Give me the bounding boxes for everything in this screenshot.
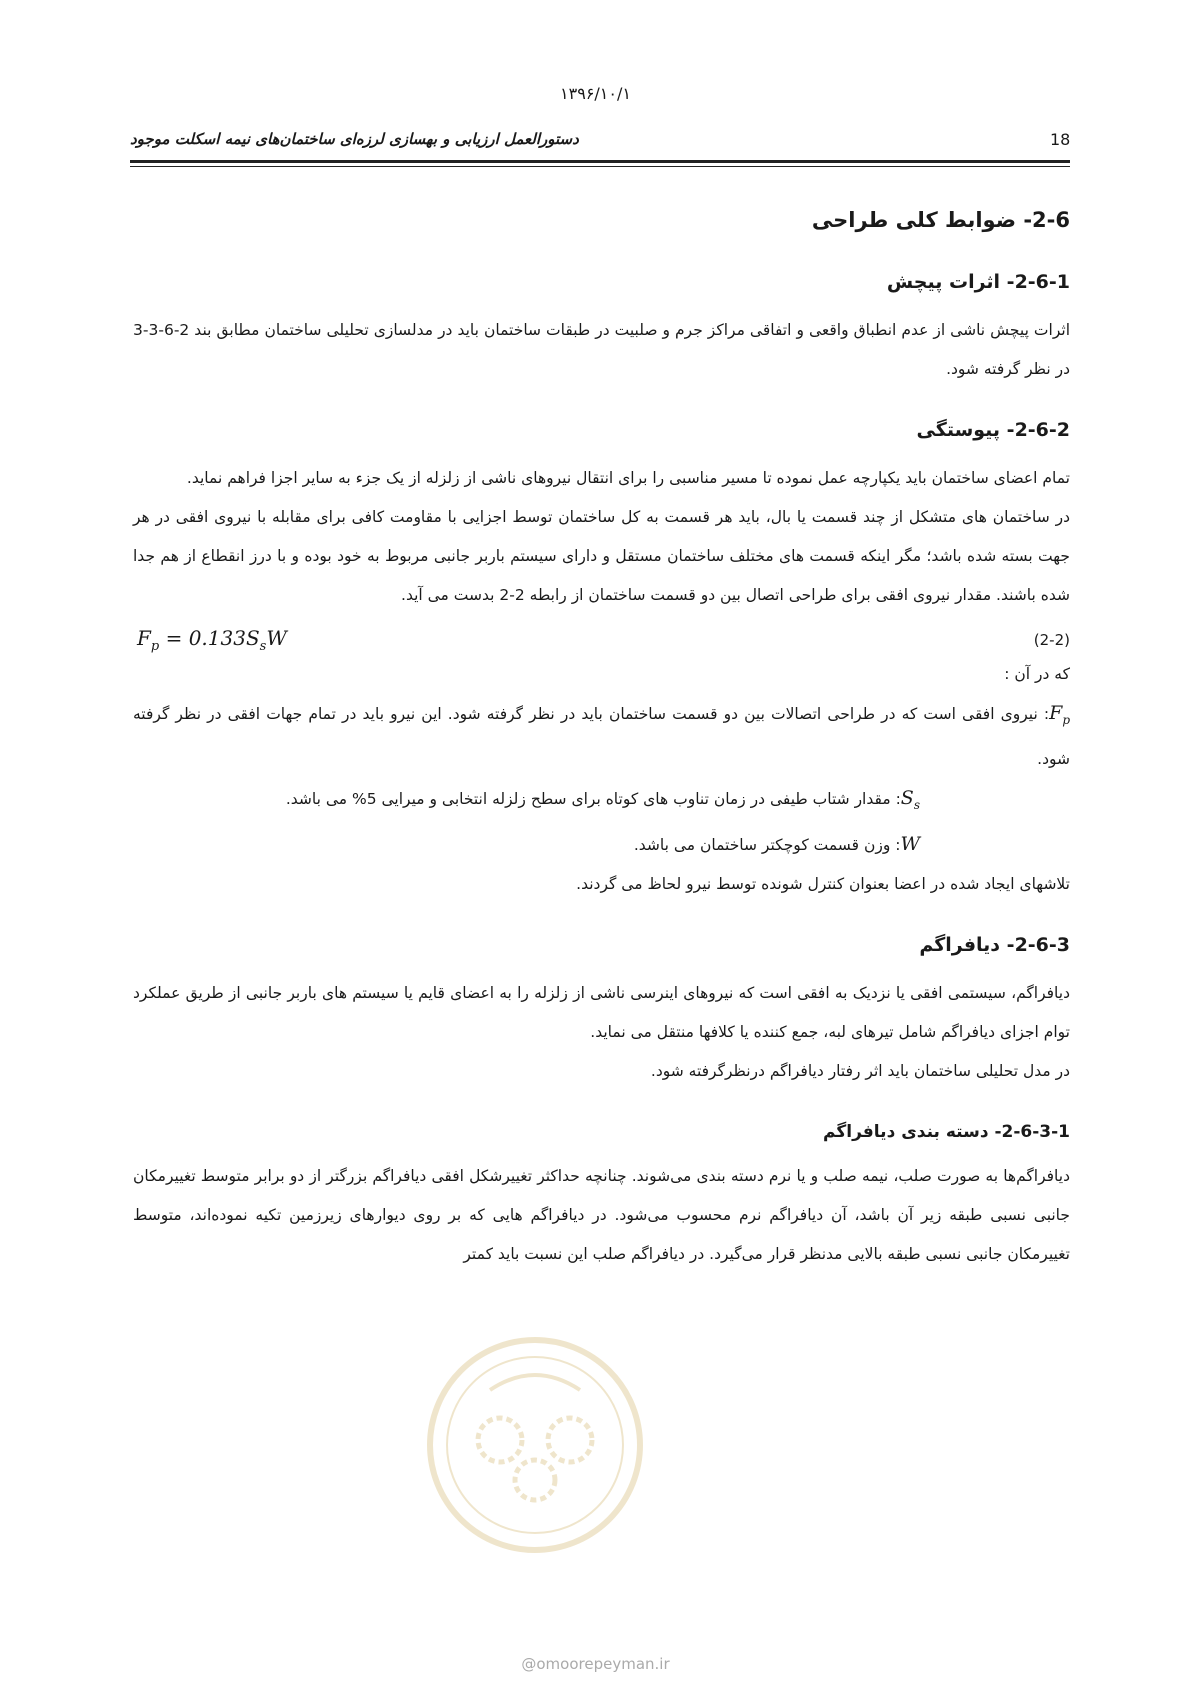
symbol-ss: $S_s$ — [900, 786, 920, 812]
header-date: ۱۳۹۶/۱۰/۱ — [560, 84, 631, 103]
page-number: 18 — [1050, 130, 1071, 149]
page-header — [130, 126, 1070, 156]
definitions — [133, 694, 1070, 865]
equation-row — [133, 615, 1070, 655]
watermark-url: @omoorepeyman.ir — [521, 1655, 670, 1673]
diaphragm-paragraph-2: در مدل تحلیلی ساختمان باید اثر رفتار دیافراگم درنظرگرفته شود. — [650, 1061, 1070, 1080]
definition-ss-text: : مقدار شتاب طیفی در زمان تناوب های کوتاه برای سطح زلزله انتخابی و میرایی 5% می باشد. — [285, 789, 901, 808]
continuity-paragraph-2: در ساختمان های متشکل از چند قسمت یا بال، باید هر قسمت به کل ساختمان توسط اجزایی با مقاومت کافی برای مقابله با نیروی افقی در هر جهت بسته شده باشد؛ مگر اینکه قسمت های مختلف ساختمان مستقل و دارای سیستم باربر جانبی مربوط به خود بوده و با درز انقطاع از هم جدا شده باشند. مقدار نیروی افقی برای طراحی اتصال بین دو قسمت ساختمان از رابطه 2-2 بدست می آید. — [133, 508, 1070, 604]
continuity-paragraph-3: تلاشهای ایجاد شده در اعضا بعنوان کنترل شونده توسط نیرو لحاظ می گردند. — [576, 874, 1070, 893]
classification-heading: 2-6-3-1- دسته بندی دیافراگم — [823, 1121, 1070, 1142]
continuity-section — [133, 415, 1070, 904]
section-heading: 2-6- ضوابط کلی طراحی — [811, 208, 1070, 232]
continuity-paragraph-1: تمام اعضای ساختمان باید یکپارچه عمل نموده تا مسیر مناسبی را برای انتقال نیروهای ناشی از زلزله از یک جزء به سایر اجزا فراهم نماید. — [186, 469, 1070, 487]
where-label: که در آن : — [1004, 665, 1070, 683]
symbol-fp: $F_p$ — [1049, 702, 1070, 727]
definition-ss — [133, 779, 1070, 825]
torsion-heading: 2-6-1- اثرات پیچش — [886, 271, 1070, 293]
definition-fp — [133, 694, 1070, 779]
header-rule-thick — [130, 160, 1070, 163]
definition-fp-text: : نیروی افقی است که در طراحی اتصالات بین دو قسمت ساختمان باید در نظر گرفته شود. این نیرو باید در تمام جهات افقی در نظر گرفته شود. — [133, 705, 1070, 768]
torsion-section — [133, 267, 1070, 389]
diaphragm-section — [133, 930, 1070, 1091]
seal-watermark-icon — [420, 1330, 650, 1560]
symbol-w: W — [900, 832, 920, 855]
header-rule-thin — [130, 166, 1070, 167]
definition-w-text: : وزن قسمت کوچکتر ساختمان می باشد. — [633, 835, 901, 854]
equation: $F_p = 0.133S_sW$ — [137, 626, 287, 654]
classification-section — [133, 1117, 1070, 1274]
equation-number: (2-2) — [1033, 631, 1070, 649]
torsion-paragraph: اثرات پیچش ناشی از عدم انطباق واقعی و اتفاقی مراکز جرم و صلبیت در طبقات ساختمان باید در مدلسازی تحلیلی ساختمان مطابق بند 2-6-3-3 در نظر گرفته شود. — [133, 321, 1070, 378]
diaphragm-heading: 2-6-3- دیافراگم — [919, 933, 1070, 956]
continuity-heading: 2-6-2- پیوستگی — [916, 419, 1070, 441]
page-content — [133, 205, 1070, 1300]
book-title: دستورالعمل ارزیابی و بهسازی لرزه‌ای ساختمان‌های نیمه اسکلت موجود — [130, 130, 579, 148]
classification-paragraph: دیافراگم‌ها به صورت صلب، نیمه صلب و یا نرم دسته بندی می‌شوند. چنانچه حداکثر تغییرشکل افقی دیافراگم بزرگتر از دو برابر متوسط تغییرمکان جانبی نسبی طبقه زیر آن باشد، آن دیافراگم نرم محسوب می‌شود. در دیافراگم هایی که بر روی دیوارهای زیرزمین تکیه نموده‌اند، متوسط تغییرمکان جانبی نسبی طبقه بالایی مدنظر قرار می‌گیرد. در دیافراگم صلب این نسبت باید کمتر — [133, 1166, 1070, 1263]
diaphragm-paragraph-1: دیافراگم، سیستمی افقی یا نزدیک به افقی است که نیروهای اینرسی ناشی از زلزله را به اعضای قایم یا سیستم های باربر جانبی از طریق عملکرد توام اجزای دیافراگم شامل تیرهای لبه، جمع کننده یا کلافها منتقل می نماید. — [133, 983, 1070, 1041]
definition-w — [133, 825, 1070, 865]
